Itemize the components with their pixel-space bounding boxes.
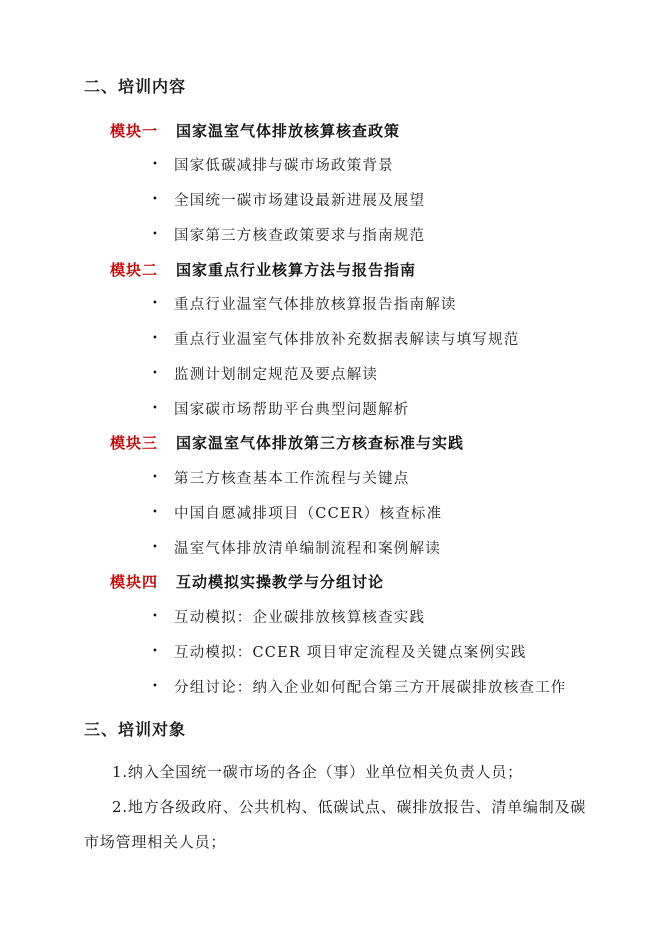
module-3-title: 国家温室气体排放第三方核查标准与实践 <box>176 434 465 452</box>
audience-paragraph-2-line-1: 2.地方各级政府、公共机构、低碳试点、碳排放报告、清单编制及碳 <box>112 798 587 816</box>
module-2-header <box>110 259 416 280</box>
list-item-text: 分组讨论：纳入企业如何配合第三方开展碳排放核查工作 <box>174 680 567 696</box>
list-item <box>152 641 527 662</box>
bullet-icon: • <box>152 367 158 379</box>
bullet-icon: • <box>152 402 158 414</box>
list-item-text: 国家低碳减排与碳市场政策背景 <box>174 158 394 174</box>
list-item-text: 监测计划制定规范及要点解读 <box>174 367 379 383</box>
module-1-label: 模块一 <box>110 122 159 140</box>
bullet-icon: • <box>152 610 158 622</box>
audience-paragraph-2-line-2: 市场管理相关人员； <box>84 833 227 851</box>
list-item <box>152 293 457 314</box>
list-item <box>152 537 441 558</box>
list-item <box>152 467 410 488</box>
module-1-title: 国家温室气体排放核算核查政策 <box>176 122 401 140</box>
bullet-icon: • <box>152 645 158 657</box>
bullet-icon: • <box>152 471 158 483</box>
list-item <box>152 224 425 245</box>
bullet-icon: • <box>152 228 158 240</box>
list-item-text: 互动模拟：CCER 项目审定流程及关键点案例实践 <box>174 645 527 661</box>
bullet-icon: • <box>152 158 158 170</box>
list-item <box>152 189 425 210</box>
list-item <box>152 328 519 349</box>
section-heading-training-content: 二、培训内容 <box>84 77 187 96</box>
bullet-icon: • <box>152 680 158 692</box>
module-3-header <box>110 432 464 453</box>
module-2-label: 模块二 <box>110 261 159 279</box>
list-item <box>152 676 567 697</box>
bullet-icon: • <box>152 297 158 309</box>
module-4-title: 互动模拟实操教学与分组讨论 <box>176 573 385 591</box>
list-item-text: 温室气体排放清单编制流程和案例解读 <box>174 541 441 557</box>
audience-paragraph-1: 1.纳入全国统一碳市场的各企（事）业单位相关负责人员； <box>112 763 523 781</box>
list-item-text: 重点行业温室气体排放核算报告指南解读 <box>174 297 457 313</box>
list-item-text: 中国自愿减排项目（CCER）核查标准 <box>174 506 443 522</box>
list-item-text: 互动模拟：企业碳排放核算核查实践 <box>174 610 426 626</box>
section-heading-training-audience: 三、培训对象 <box>84 720 187 739</box>
bullet-icon: • <box>152 506 158 518</box>
list-item <box>152 398 410 419</box>
list-item <box>152 606 425 627</box>
module-3-label: 模块三 <box>110 434 159 452</box>
list-item <box>152 502 442 523</box>
bullet-icon: • <box>152 541 158 553</box>
list-item-text: 国家第三方核查政策要求与指南规范 <box>174 228 426 244</box>
list-item-text: 重点行业温室气体排放补充数据表解读与填写规范 <box>174 332 520 348</box>
list-item-text: 国家碳市场帮助平台典型问题解析 <box>174 402 410 418</box>
list-item <box>152 363 378 384</box>
list-item-text: 第三方核查基本工作流程与关键点 <box>174 471 410 487</box>
bullet-icon: • <box>152 332 158 344</box>
bullet-icon: • <box>152 193 158 205</box>
list-item <box>152 154 394 175</box>
module-4-header <box>110 571 384 592</box>
list-item-text: 全国统一碳市场建设最新进展及展望 <box>174 193 426 209</box>
module-1-header <box>110 120 400 141</box>
module-4-label: 模块四 <box>110 573 159 591</box>
module-2-title: 国家重点行业核算方法与报告指南 <box>176 261 417 279</box>
